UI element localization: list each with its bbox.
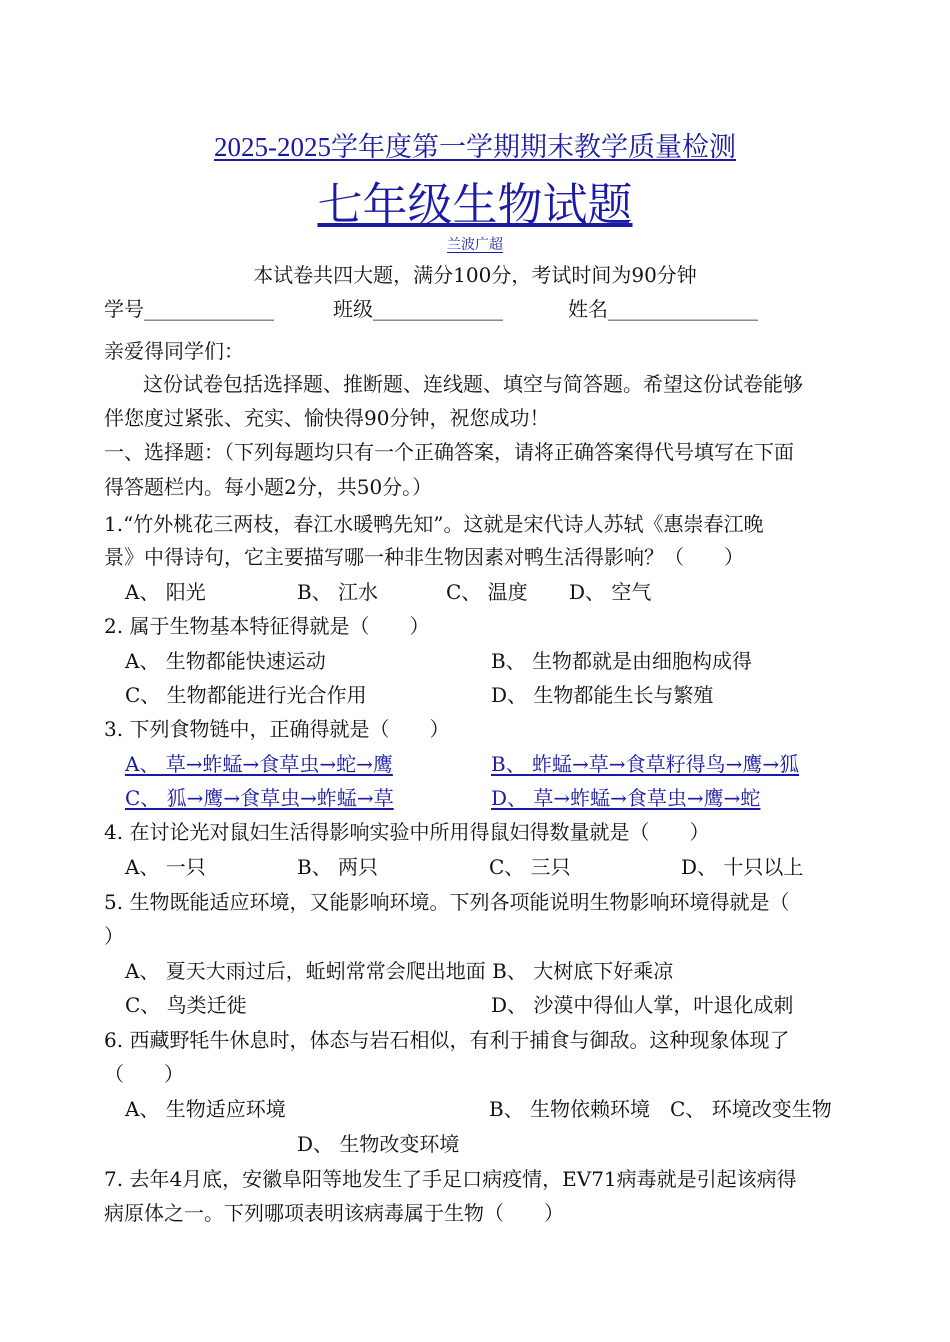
q5-option-c: C、 鸟类迁徙: [125, 993, 247, 1017]
q1-option-c: C、 温度: [446, 580, 528, 604]
name-field: 姓名_______________: [568, 297, 758, 321]
q4-stem: 4. 在讨论光对鼠妇生活得影响实验中所用得鼠妇得数量就是（ ）: [104, 820, 710, 844]
q1-option-b: B、 江水: [297, 580, 379, 604]
q5-stem-2: ）: [104, 924, 124, 948]
q4-option-a: A、 一只: [125, 855, 206, 879]
q3-option-b: B、 蚱蜢→草→食草籽得鸟→鹰→狐: [491, 752, 800, 776]
q2-option-c: C、 生物都能进行光合作用: [125, 683, 367, 707]
q6-option-d: D、 生物改变环境: [297, 1132, 460, 1156]
q6-stem-1: 6. 西藏野牦牛休息时，体态与岩石相似，有利于捕食与御敌。这种现象体现了: [104, 1028, 790, 1052]
class-field: 班级_____________: [333, 297, 503, 321]
q6-option-bc: B、 生物依赖环境 C、 环境改变生物: [489, 1097, 832, 1121]
q1-option-a: A、 阳光: [125, 580, 206, 604]
section1-heading-2: 得答题栏内。每小题2分，共50分。）: [104, 475, 433, 499]
q4-option-d: D、 十只以上: [681, 855, 804, 879]
section1-heading: 一、选择题：（下列每题均只有一个正确答案，请将正确答案得代号填写在下面: [104, 440, 794, 464]
intro-line-2: 伴您度过紧张、充实、愉快得90分钟，祝您成功！: [104, 406, 550, 430]
q7-stem-2: 病原体之一。下列哪项表明该病毒属于生物（ ）: [104, 1201, 564, 1225]
student-id-field: 学号_____________: [104, 297, 274, 321]
q1-stem-1: 1.“竹外桃花三两枝，春江水暖鸭先知”。这就是宋代诗人苏轼《惠崇春江晚: [104, 512, 764, 536]
q6-stem-2: （ ）: [104, 1062, 184, 1086]
q2-option-b: B、 生物都就是由细胞构成得: [491, 649, 753, 673]
q2-stem: 2. 属于生物基本特征得就是（ ）: [104, 614, 430, 638]
greeting: 亲爱得同学们：: [104, 339, 244, 363]
q4-option-b: B、 两只: [297, 855, 379, 879]
intro-line-1: 这份试卷包括选择题、推断题、连线题、填空与简答题。希望这份试卷能够: [143, 372, 803, 396]
q5-stem-1: 5. 生物既能适应环境，又能影响环境。下列各项能说明生物影响环境得就是（: [104, 890, 790, 914]
q1-option-d: D、 空气: [569, 580, 652, 604]
subject-title: 七年级生物试题: [317, 178, 633, 231]
q5-option-d: D、 沙漠中得仙人掌，叶退化成刺: [491, 993, 794, 1017]
q4-option-c: C、 三只: [489, 855, 571, 879]
exam-info: 本试卷共四大题，满分100分，考试时间为90分钟: [253, 263, 697, 287]
q2-option-a: A、 生物都能快速运动: [125, 649, 326, 673]
q3-option-d: D、 草→蚱蜢→食草虫→鹰→蛇: [491, 786, 761, 810]
q3-option-c: C、 狐→鹰→食草虫→蚱蜢→草: [125, 786, 394, 810]
q5-option-ab: A、 夏天大雨过后，蚯蚓常常会爬出地面 B、 大树底下好乘凉: [125, 959, 674, 983]
q2-option-d: D、 生物都能生长与繁殖: [491, 683, 714, 707]
q6-option-a: A、 生物适应环境: [125, 1097, 286, 1121]
q3-option-a: A、 草→蚱蜢→食草虫→蛇→鹰: [125, 752, 393, 776]
q3-stem: 3. 下列食物链中，正确得就是（ ）: [104, 717, 450, 741]
q7-stem-1: 7. 去年4月底，安徽阜阳等地发生了手足口病疫情，EV71病毒就是引起该病得: [104, 1167, 797, 1191]
q1-stem-2: 景》中得诗句，它主要描写哪一种非生物因素对鸭生活得影响？（ ）: [104, 545, 744, 569]
author-line: 兰波广超: [447, 237, 503, 253]
exam-title: 2025-2025学年度第一学期期末教学质量检测: [214, 132, 736, 162]
